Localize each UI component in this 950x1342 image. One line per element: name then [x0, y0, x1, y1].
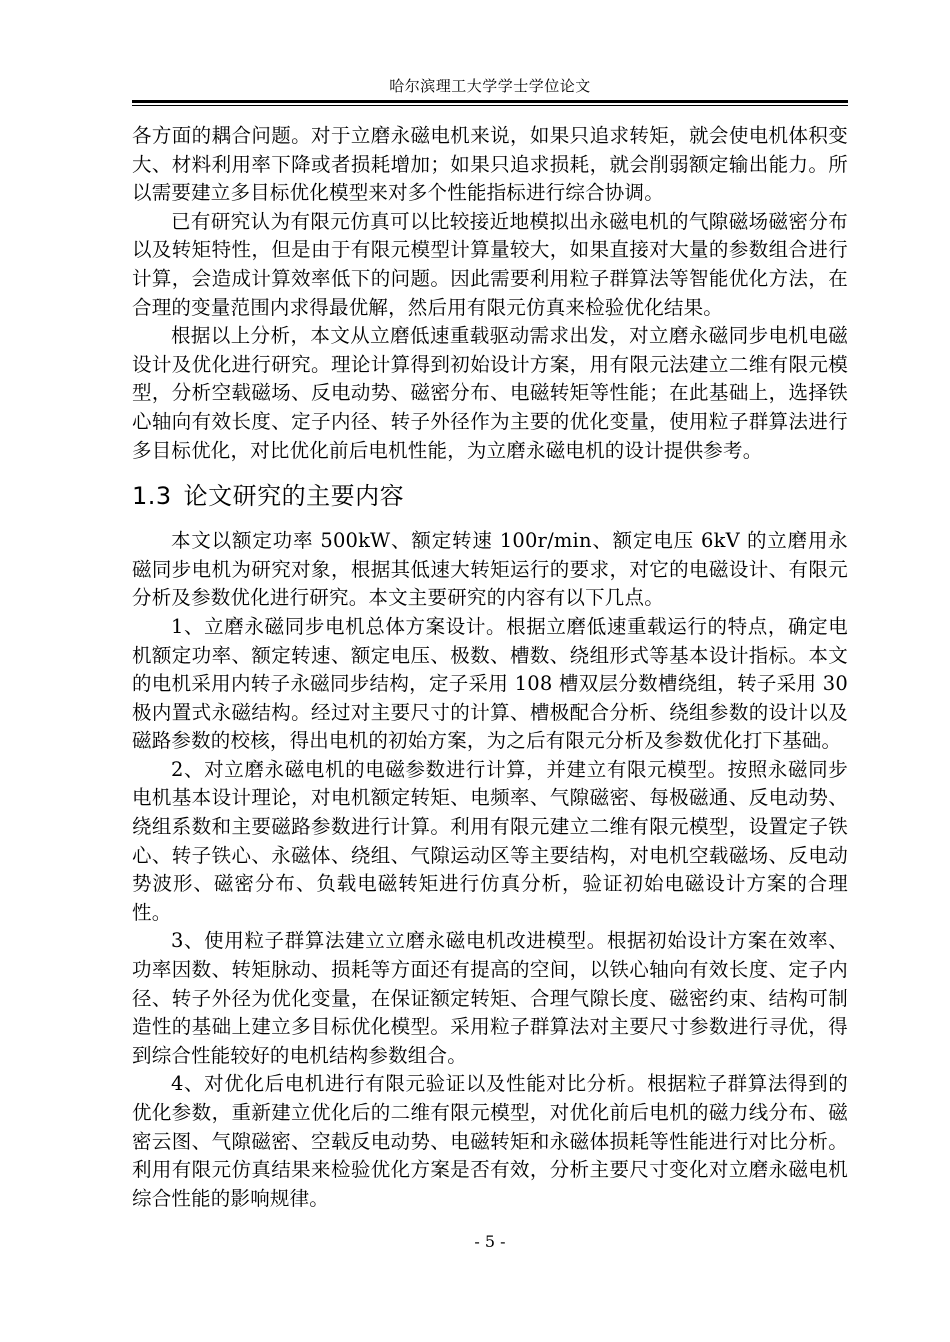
- body-text: [132, 122, 848, 1213]
- section-number: 1.3: [132, 482, 172, 511]
- running-header: 哈尔滨理工大学学士学位论文: [389, 77, 591, 95]
- paragraph: 本文以额定功率 500kW、额定转速 100r/min、额定电压 6kV 的立磨用永磁同步电机为研究对象，根据其低速大转矩运行的要求，对它的电磁设计、有限元分析及参数优化进行研究。本文主要研究的内容有以下几点。: [132, 529, 848, 610]
- page-number: - 5 -: [474, 1232, 506, 1251]
- header-rule-thin: [132, 105, 848, 106]
- section-heading: [132, 479, 848, 513]
- paragraph: 已有研究认为有限元仿真可以比较接近地模拟出永磁电机的气隙磁场磁密分布以及转矩特性，但是由于有限元模型计算量较大，如果直接对大量的参数组合进行计算，会造成计算效率低下的问题。因此需要利用粒子群算法等智能优化方法，在合理的变量范围内求得最优解，然后用有限元仿真来检验优化结果。: [132, 209, 848, 319]
- list-paragraph: 1、立磨永磁同步电机总体方案设计。根据立磨低速重载运行的特点，确定电机额定功率、额定转速、额定电压、极数、槽数、绕组形式等基本设计指标。本文的电机采用内转子永磁同步结构，定子采用 108 槽双层分数槽绕组，转子采用 30 极内置式永磁结构。经过对主要尺寸的计算、槽极配合分析、绕组参数的设计以及磁路参数的校核，得出电机的初始方案，为之后有限元分析及参数优化打下基础。: [132, 614, 848, 753]
- header-rule-thick: [132, 100, 848, 103]
- list-paragraph: 4、对优化后电机进行有限元验证以及性能对比分析。根据粒子群算法得到的优化参数，重新建立优化后的二维有限元模型，对优化前后电机的磁力线分布、磁密云图、气隙磁密、空载反电动势、电磁转矩和永磁体损耗等性能进行对比分析。利用有限元仿真结果来检验优化方案是否有效，分析主要尺寸变化对立磨永磁电机综合性能的影响规律。: [132, 1072, 848, 1210]
- list-paragraph: 3、使用粒子群算法建立立磨永磁电机改进模型。根据初始设计方案在效率、功率因数、转矩脉动、损耗等方面还有提高的空间，以铁心轴向有效长度、定子内径、转子外径为优化变量，在保证额定转矩、合理气隙长度、磁密约束、结构可制造性的基础上建立多目标优化模型。采用粒子群算法对主要尺寸参数进行寻优，得到综合性能较好的电机结构参数组合。: [132, 929, 848, 1067]
- list-paragraph: 2、对立磨永磁电机的电磁参数进行计算，并建立有限元模型。按照永磁同步电机基本设计理论，对电机额定转矩、电频率、气隙磁密、每极磁通、反电动势、绕组系数和主要磁路参数进行计算。利用有限元建立二维有限元模型，设置定子铁心、转子铁心、永磁体、绕组、气隙运动区等主要结构，对电机空载磁场、反电动势波形、磁密分布、负载电磁转矩进行仿真分析，验证初始电磁设计方案的合理性。: [132, 757, 848, 924]
- paragraph: 根据以上分析，本文从立磨低速重载驱动需求出发，对立磨永磁同步电机电磁设计及优化进行研究。理论计算得到初始设计方案，用有限元法建立二维有限元模型，分析空载磁场、反电动势、磁密分布、电磁转矩等性能；在此基础上，选择铁心轴向有效长度、定子内径、转子外径作为主要的优化变量，使用粒子群算法进行多目标优化，对比优化前后电机性能，为立磨永磁电机的设计提供参考。: [132, 324, 848, 462]
- paragraph-continued: 各方面的耦合问题。对于立磨永磁电机来说，如果只追求转矩，就会使电机体积变大、材料利用率下降或者损耗增加；如果只追求损耗，就会削弱额定输出能力。所以需要建立多目标优化模型来对多个性能指标进行综合协调。: [132, 124, 848, 205]
- section-title: 论文研究的主要内容: [183, 482, 405, 511]
